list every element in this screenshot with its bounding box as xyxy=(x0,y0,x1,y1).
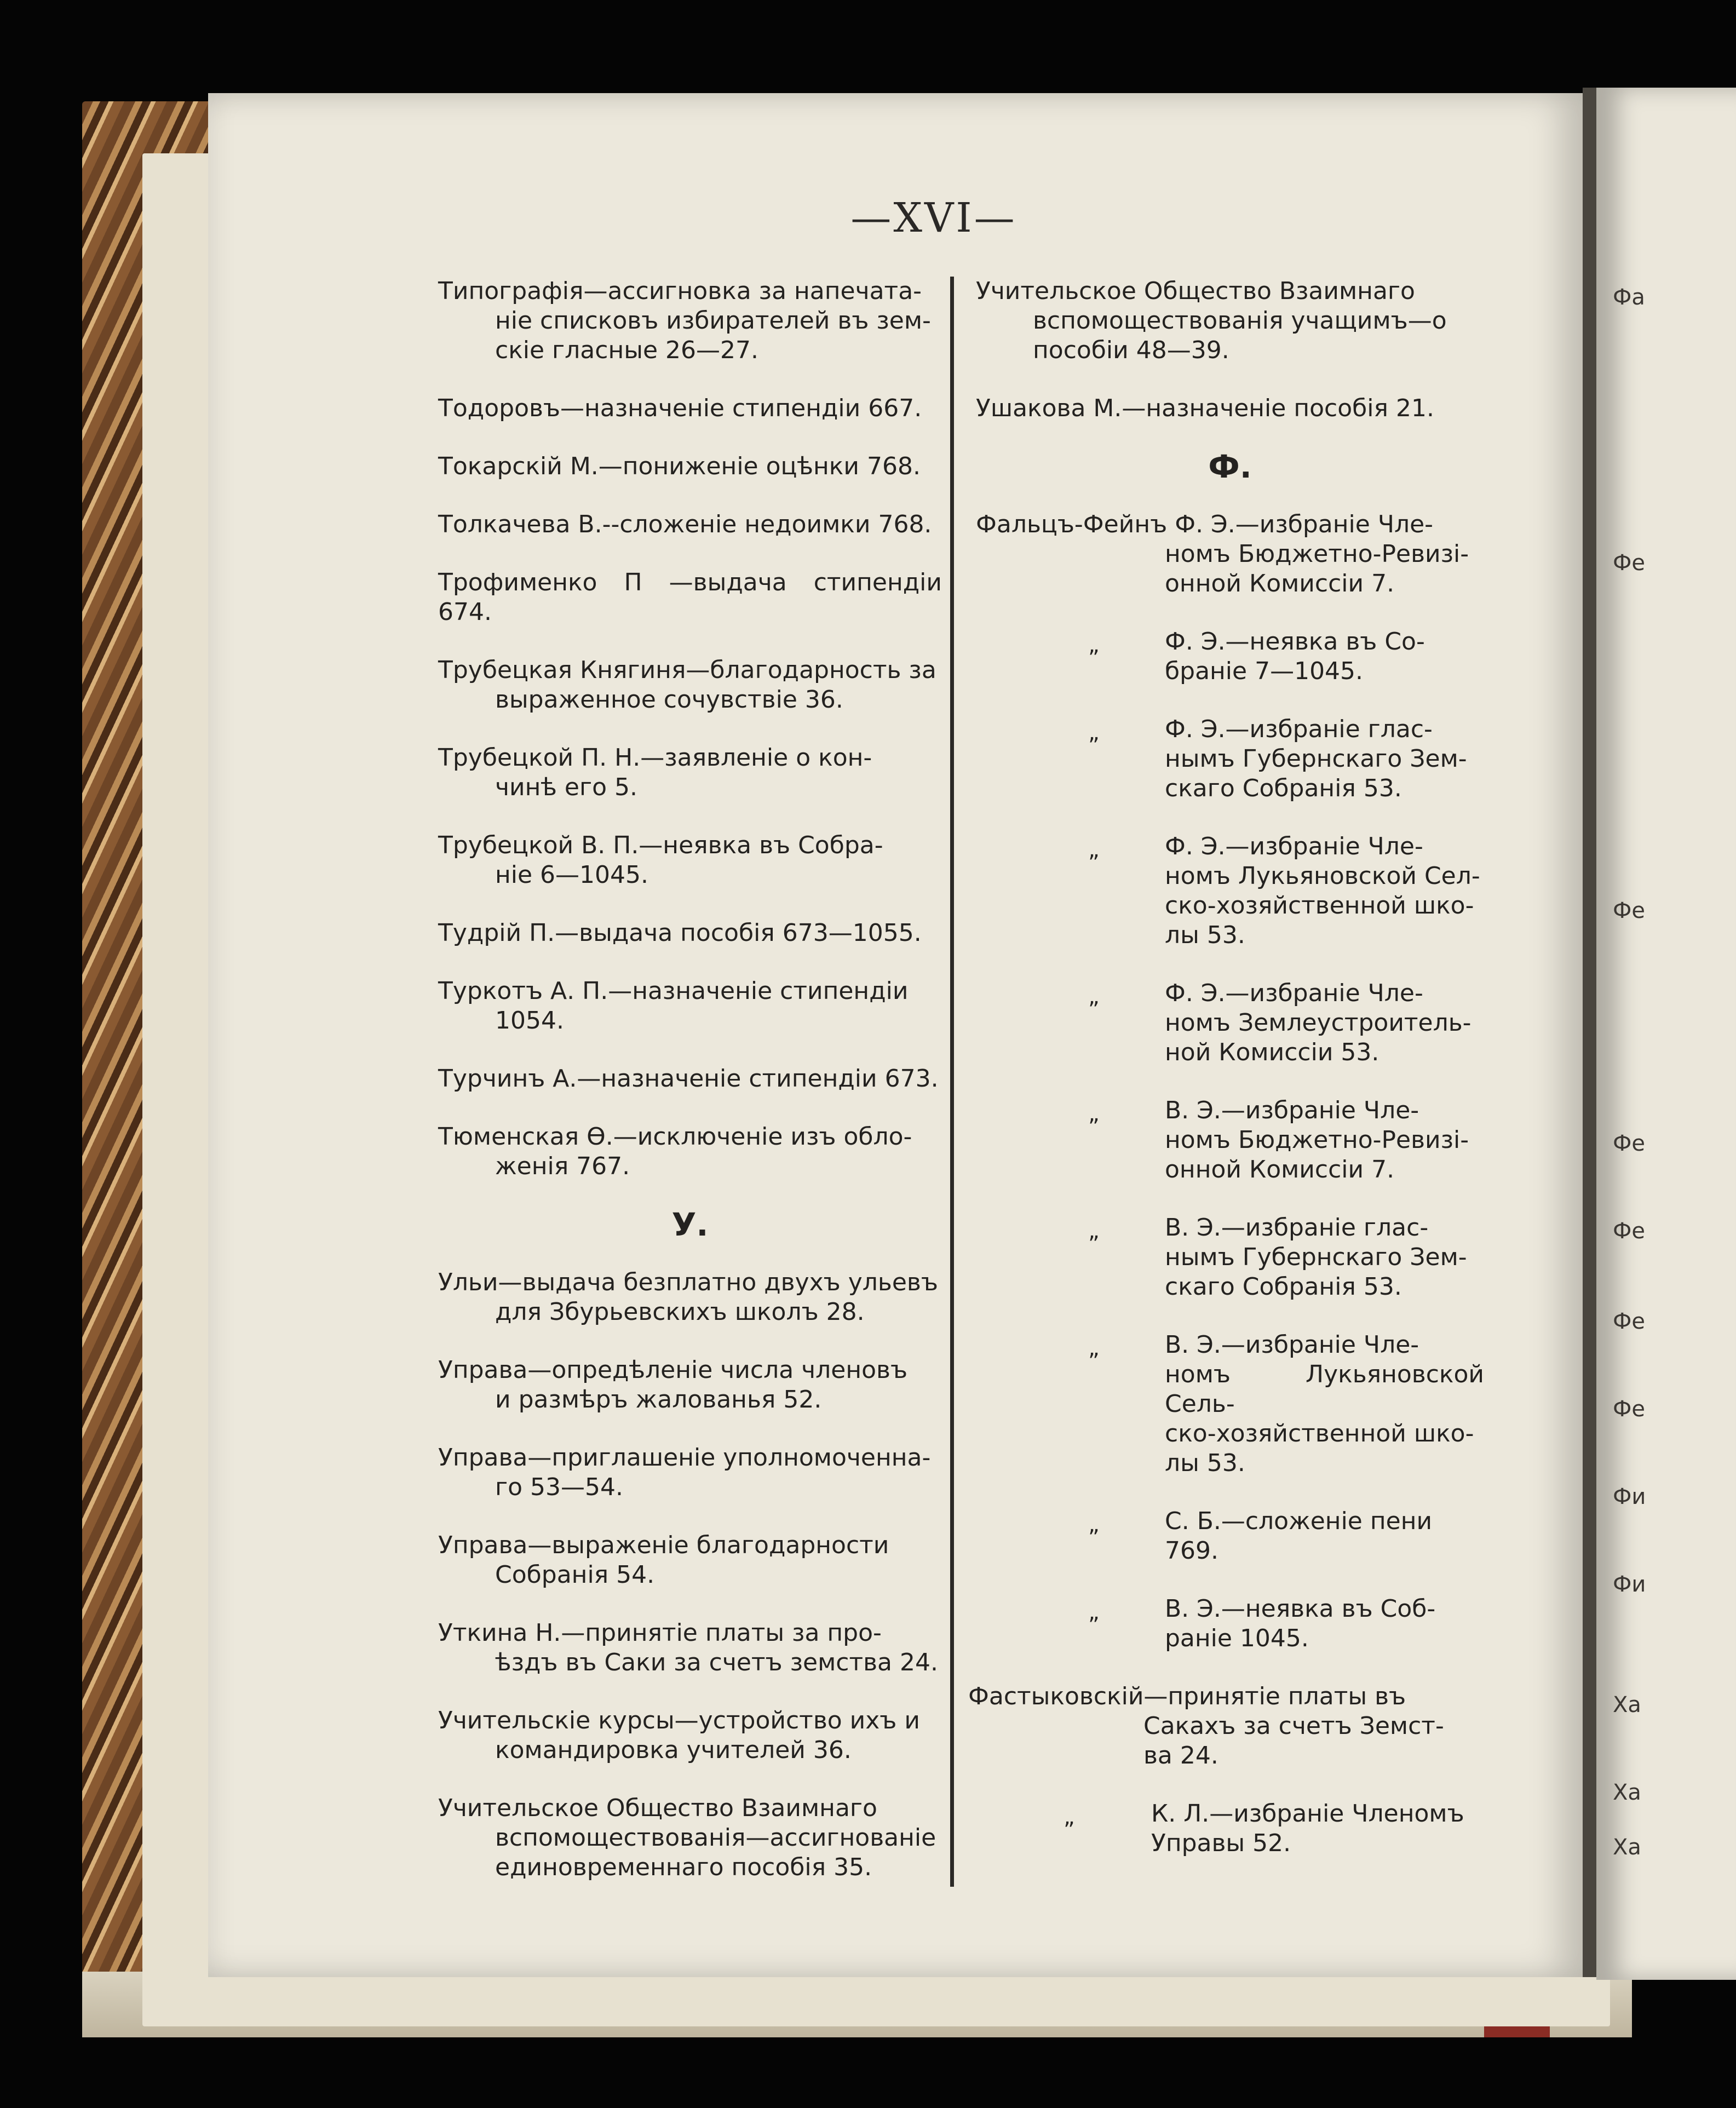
next-page-fragment: Фе xyxy=(1613,1219,1646,1244)
index-entry: Учительскіе курсы—устройство ихъ и командировка учителей 36. xyxy=(438,1707,920,1764)
index-entry: Токарскій М.—пониженіе оцѣнки 768. xyxy=(438,452,921,480)
next-page-fragment: Ха xyxy=(1613,1692,1641,1718)
next-page-fragment: Фе xyxy=(1613,898,1646,923)
section-heading-u: У. xyxy=(671,1206,709,1243)
index-entry: Трубецкой П. Н.—заявленіе о кон- чинѣ его 5. xyxy=(438,744,872,801)
ditto-mark: „ xyxy=(1064,1805,1075,1830)
index-entry: Трубецкая Княгиня—благодарность за выраженное сочувствіе 36. xyxy=(438,656,936,714)
index-entry: Толкачева В.--сложеніе недоимки 768. xyxy=(438,510,932,538)
ditto-entry: „ К. Л.—избраніе Членомъ Управы 52. xyxy=(1064,1800,1464,1857)
next-page-fragment: Фе xyxy=(1613,1131,1646,1156)
ditto-mark: „ xyxy=(1088,1219,1100,1244)
index-entry: Управа—выраженіе благодарности Собранія 54. xyxy=(438,1531,889,1589)
ditto-entry: „ Ф. Э.—избраніе глас- нымъ Губернскаго Зем- скаго Собранія 53. xyxy=(1088,715,1467,802)
ditto-entry: „ В. Э.—избраніе Чле- номъ Бюджетно-Ревизі- онной Комиссіи 7. xyxy=(1088,1096,1469,1184)
next-page-fragment: Фи xyxy=(1613,1484,1646,1509)
ditto-mark: „ xyxy=(1088,837,1100,863)
ditto-mark: „ xyxy=(1088,984,1100,1009)
next-page-fragment: Фе xyxy=(1613,1309,1646,1334)
ditto-mark: „ xyxy=(1088,720,1100,745)
ditto-mark: „ xyxy=(1088,1101,1100,1127)
ditto-entry: „ Ф. Э.—неявка въ Со- браніе 7—1045. xyxy=(1088,628,1425,685)
next-page-fragment: Фи xyxy=(1613,1572,1646,1597)
ditto-mark: „ xyxy=(1088,1512,1100,1537)
index-entry: Ульи—выдача безплатно двухъ ульевъ для Збурьевскихъ школъ 28. xyxy=(438,1268,938,1326)
index-entry: Фастыковскій—принятіе платы въ Сакахъ за счетъ Земст- ва 24. xyxy=(968,1682,1444,1770)
left-column xyxy=(438,277,942,1911)
index-entry: Тудрій П.—выдача пособія 673—1055. xyxy=(438,919,922,947)
ditto-mark: „ xyxy=(1088,1600,1100,1625)
index-entry: Турчинъ А.—назначеніе стипендіи 673. xyxy=(438,1065,939,1093)
ditto-entry: „ В. Э.—неявка въ Соб- раніе 1045. xyxy=(1088,1595,1436,1652)
index-entry: Туркотъ А. П.—назначеніе стипендіи 1054. xyxy=(438,977,909,1035)
index-entry: Трофименко П —выдача стипендіи 674. xyxy=(438,568,942,626)
section-heading-f: Ф. xyxy=(1208,448,1252,485)
next-page-fragment: Ха xyxy=(1613,1780,1641,1805)
index-entry: Управа—опредѣленіе числа членовъ и размѣръ жалованья 52. xyxy=(438,1356,908,1414)
ditto-entry: „ С. Б.—сложеніе пени 769. xyxy=(1088,1507,1433,1565)
index-entry: Тюменская Ѳ.—исключеніе изъ обло- женія 767. xyxy=(438,1123,912,1180)
next-page-fragment: Ха xyxy=(1613,1835,1641,1860)
next-page-fragment: Фа xyxy=(1613,285,1645,310)
index-entry: Типографія—ассигновка за напечата- ніе списковъ избирателей въ зем- скіе гласные 26—27. xyxy=(438,277,931,364)
page-number-header: —XVI— xyxy=(850,194,1017,242)
index-entry: Тодоровъ—назначеніе стипендіи 667. xyxy=(438,394,922,422)
index-entry: Управа—приглашеніе уполномоченна- го 53—54. xyxy=(438,1444,931,1501)
index-entry: Учительское Общество Взаимнаго вспомоществованія—ассигнованіе единовременнаго пособія 35. xyxy=(438,1794,936,1881)
right-column xyxy=(968,277,1484,1887)
index-entry: Ушакова М.—назначеніе пособія 21. xyxy=(976,394,1434,422)
ditto-entry: „ В. Э.—избраніе глас- нымъ Губернскаго Зем- скаго Собранія 53. xyxy=(1088,1214,1467,1301)
next-page-fragment: Фе xyxy=(1613,550,1646,576)
column-divider xyxy=(950,277,954,1887)
index-entry: Уткина Н.—принятіе платы за про- ѣздъ въ Саки за счетъ земства 24. xyxy=(438,1619,938,1676)
next-page-fragment: Фе xyxy=(1613,1397,1646,1422)
ditto-mark: „ xyxy=(1088,1336,1100,1361)
index-entry: Учительское Общество Взаимнаго вспомоществованія учащимъ—о пособіи 48—39. xyxy=(976,277,1447,364)
ditto-entry: „ В. Э.—избраніе Чле- номъ Лукьяновской Сель- ско-хозяйственной шко- лы 53. xyxy=(1088,1331,1484,1477)
ditto-entry: „ Ф. Э.—избраніе Чле- номъ Землеустроитель- ной Комиссіи 53. xyxy=(1088,979,1471,1066)
index-entry: Трубецкой В. П.—неявка въ Собра- ніе 6—1045. xyxy=(438,831,883,889)
ditto-mark: „ xyxy=(1088,633,1100,658)
index-entry: Фальцъ-Фейнъ Ф. Э.—избраніе Чле- номъ Бюджетно-Ревизі- онной Комиссіи 7. xyxy=(976,510,1469,598)
ditto-entry: „ Ф. Э.—избраніе Чле- номъ Лукьяновской Сел- ско-хозяйственной шко- лы 53. xyxy=(1088,832,1480,949)
